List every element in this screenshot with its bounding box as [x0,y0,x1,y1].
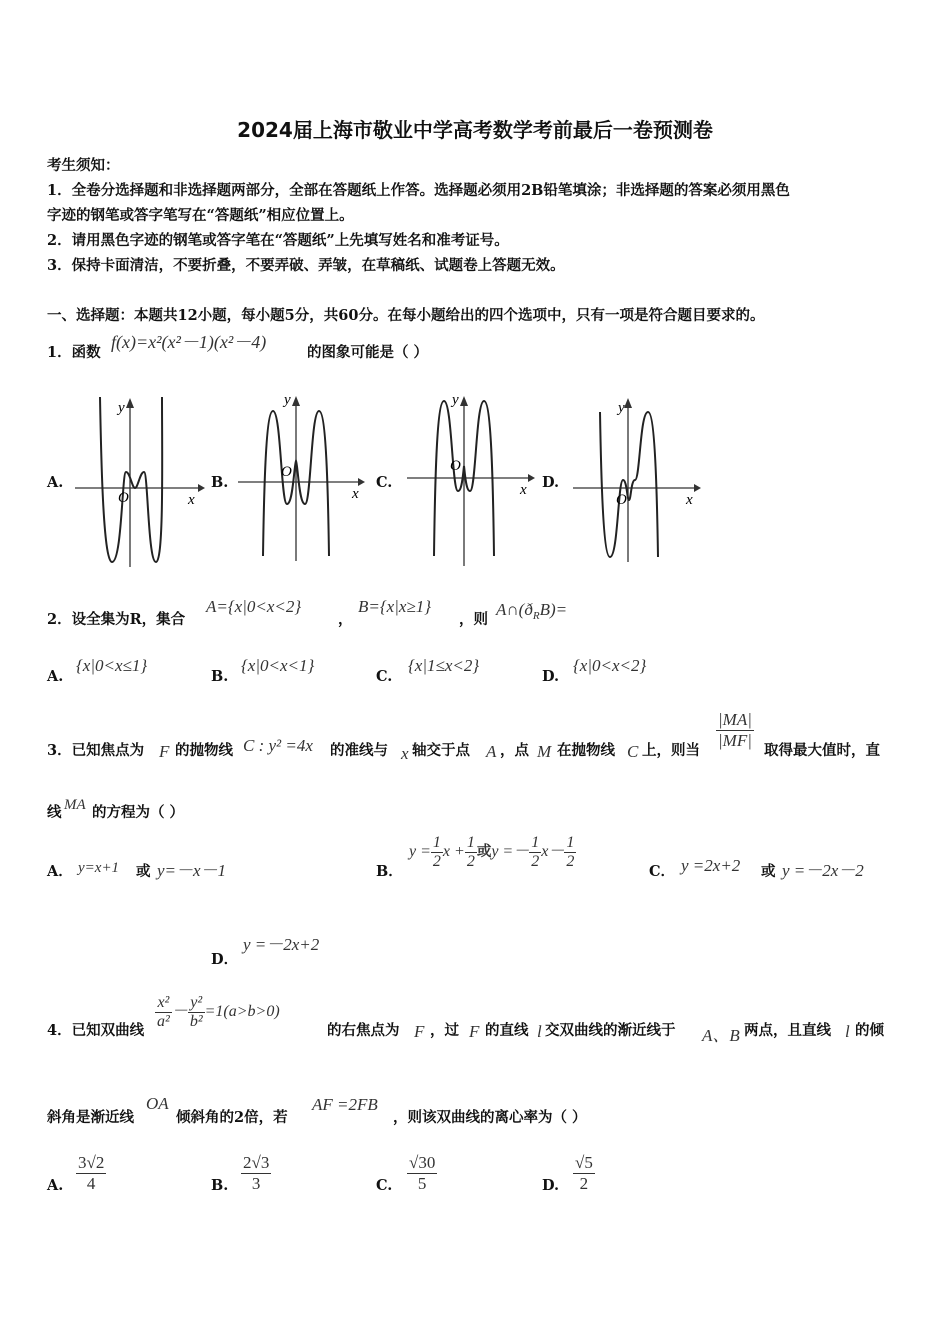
x-axis-label: x [188,492,195,508]
q3-text-7: 上，则当 [642,742,700,759]
q2-option-d-text: {x|0<x<2} [573,656,647,675]
q4-var-f: F [469,1022,480,1041]
q4-minus: － [171,1003,188,1021]
y-axis-label: y [452,392,459,408]
q4-option-c-value [407,1153,437,1194]
q3-option-a-eq1: y=x+1 [78,860,120,876]
q3-text-8: 取得最大值时，直 [764,742,880,759]
q4-option-d-value [573,1153,595,1194]
q1-formula: f(x)=x²(x²－1)(x²－4) [111,332,267,352]
q4-option-b-label: B. [211,1177,229,1194]
q1-number: 1．函数 [47,344,101,361]
q3-option-a-label: A． [47,863,73,880]
q3-fraction-denominator: |MF| [718,731,752,750]
q4-text-1: 4．已知双曲线 [47,1022,145,1039]
q3-text-2: 的抛物线 [175,742,233,759]
origin-label: O [450,458,461,474]
q2-set-b: B={x|x≥1} [358,597,432,616]
notice-item: 3．保持卡面清洁，不要折叠，不要弄破、弄皱，在草稿纸、试题卷上答题无效。 [47,257,565,274]
q4-d-num: √5 [575,1153,593,1172]
q4-b-num: 2√3 [243,1153,270,1172]
q4-a-den: 4 [86,1174,96,1193]
q1-graph-a [70,392,205,572]
q1-graph-d [568,392,703,572]
q4-option-c-label: C. [376,1177,393,1194]
q4-option-a-value [76,1153,106,1194]
q3-line2-b: 的方程为（ ） [92,804,185,821]
q4-line2-b: 倾斜角的2倍，若 [176,1109,288,1126]
q4-option-d-label: D. [542,1177,560,1194]
q4-text-2: 的右焦点为 [327,1022,400,1039]
q1-option-c-label: C. [376,474,393,491]
q1-option-a-label: A. [47,474,64,491]
q4-c-num: √30 [409,1153,436,1172]
q2-option-a-text: {x|0<x≤1} [76,656,148,675]
q1-tail: 的图象可能是（ ） [307,344,429,361]
q4-line2-a: 斜角是渐近线 [47,1109,134,1126]
y-axis-label: y [618,400,625,416]
q4-var-l: l [537,1022,542,1041]
q4-var-l: l [845,1022,850,1041]
q3-b-y: y = [409,843,431,861]
q3-b-frac-d: 2 [566,853,575,870]
q4-y2: y² [188,994,205,1013]
q4-var-oa: OA [146,1094,169,1113]
origin-label: O [616,492,627,508]
q3-b-frac-n: 1 [531,834,540,851]
notice-item: 1．全卷分选择题和非选择题两部分，全部在答题纸上作答。选择题必须用2B铅笔填涂；非选择题的答案必须用黑色 [47,182,790,199]
notice-item: 2．请用黑色字迹的钢笔或答字笔在“答题纸”上先填写姓名和准考证号。 [47,232,509,249]
q4-a-num: 3√2 [78,1153,105,1172]
q3-b-frac-d: 2 [531,853,540,870]
origin-label: O [281,464,292,480]
q2-comma: ， [338,611,353,628]
q2-expr-sub: R [532,610,540,622]
q4-text-4: 的直线 [485,1022,529,1039]
q3-option-a-eq2: y=－x－1 [157,861,227,880]
q1-graph-c [402,386,537,572]
q4-vector-eq: AF =2FB [312,1095,378,1114]
q3-fraction-numerator: |MA| [718,710,752,729]
q4-text-5: 交双曲线的渐近线于 [545,1022,676,1039]
q3-var-a: A [486,742,497,761]
q3-option-c-eq2: y =－2x－2 [782,861,864,880]
page-title: 2024届上海市敬业中学高考数学考前最后一卷预测卷 [237,118,713,142]
q4-b-den: 3 [251,1174,261,1193]
x-axis-label: x [686,492,693,508]
q3-var-m: M [537,742,552,761]
q3-option-c-eq1: y =2x+2 [681,856,741,875]
q3-var-c: C [627,742,639,761]
q3-var-ma: MA [64,797,86,813]
q2-expr-end: B)= [539,600,568,619]
q2-option-b-label: B. [211,668,229,685]
q2-expression [496,600,567,622]
q3-text-4: 轴交于点 [412,742,470,759]
q3-b-x: x + [442,843,465,861]
q2-set-a: A={x|0<x<2} [206,597,302,616]
q3-var-f: F [159,742,170,761]
q3-var-x: x [401,744,409,763]
q4-var-f: F [414,1022,425,1041]
q1-graph-b [236,386,366,572]
q3-b-frac-d: 2 [432,853,441,870]
q3-or: 或 [136,863,151,880]
origin-label: O [118,490,129,506]
q4-b2: b² [189,1013,203,1030]
q3-option-b-eq [409,834,576,871]
q2-number: 2．设全集为R，集合 [47,611,186,628]
notice-item: 字迹的钢笔或答字笔写在“答题纸”相应位置上。 [47,207,354,224]
q4-x2: x² [155,994,172,1013]
q3-b-y2: y =－ [491,843,530,861]
q4-hyperbola [155,994,280,1031]
q2-option-c-text: {x|1≤x<2} [408,656,480,675]
x-axis-label: x [520,482,527,498]
q3-b-x2: x－ [541,843,565,861]
q1-option-b-label: B. [211,474,229,491]
q2-option-c-label: C. [376,668,393,685]
q3-option-d-label: D． [211,951,239,968]
notice-heading: 考生须知： [47,157,120,174]
q3-b-frac-d: 2 [466,853,475,870]
q2-expr-main: A∩(ð [496,600,533,619]
x-axis-label: x [352,486,359,502]
q3-text-1: 3．已知焦点为 [47,742,145,759]
q4-text-6: 两点，且直线 [744,1022,831,1039]
q4-d-den: 2 [579,1174,589,1193]
q2-option-b-text: {x|0<x<1} [241,656,315,675]
q3-text-6: 在抛物线 [557,742,615,759]
q3-fraction [716,710,754,751]
q2-option-d-label: D. [542,668,560,685]
q3-option-c-label: C． [649,863,676,880]
y-axis-label: y [284,392,291,408]
q4-line2-c: ，则该双曲线的离心率为（ ） [393,1109,587,1126]
q4-text-7: 的倾 [855,1022,884,1039]
q3-option-d-eq: y =－2x+2 [243,935,320,954]
q2-option-a-label: A. [47,668,64,685]
q3-b-frac-n: 1 [432,834,441,851]
q4-c-den: 5 [417,1174,427,1193]
q3-option-b-label: B． [376,863,403,880]
q4-option-b-value [241,1153,271,1194]
q4-a2: a² [157,1013,170,1030]
q3-or: 或 [761,863,776,880]
q1-option-d-label: D. [542,474,560,491]
q4-text-3: ，过 [430,1022,459,1039]
q3-parabola: C : y² =4x [243,736,313,755]
q4-condition: =1(a>b>0) [204,1003,280,1021]
section-heading: 一、选择题：本题共12小题，每小题5分，共60分。在每小题给出的四个选项中，只有一项是符合题目要求的。 [47,307,765,324]
q2-tail: ，则 [459,611,488,628]
q3-or: 或 [476,843,492,861]
q3-text-5: ，点 [500,742,529,759]
q3-text-3: 的准线与 [330,742,388,759]
q3-b-frac-n: 1 [566,834,575,851]
q4-option-a-label: A. [47,1177,64,1194]
q4-points: A、B [702,1026,740,1045]
y-axis-label: y [118,400,125,416]
q3-b-frac-n: 1 [466,834,475,851]
q3-line2-a: 线 [47,804,62,821]
